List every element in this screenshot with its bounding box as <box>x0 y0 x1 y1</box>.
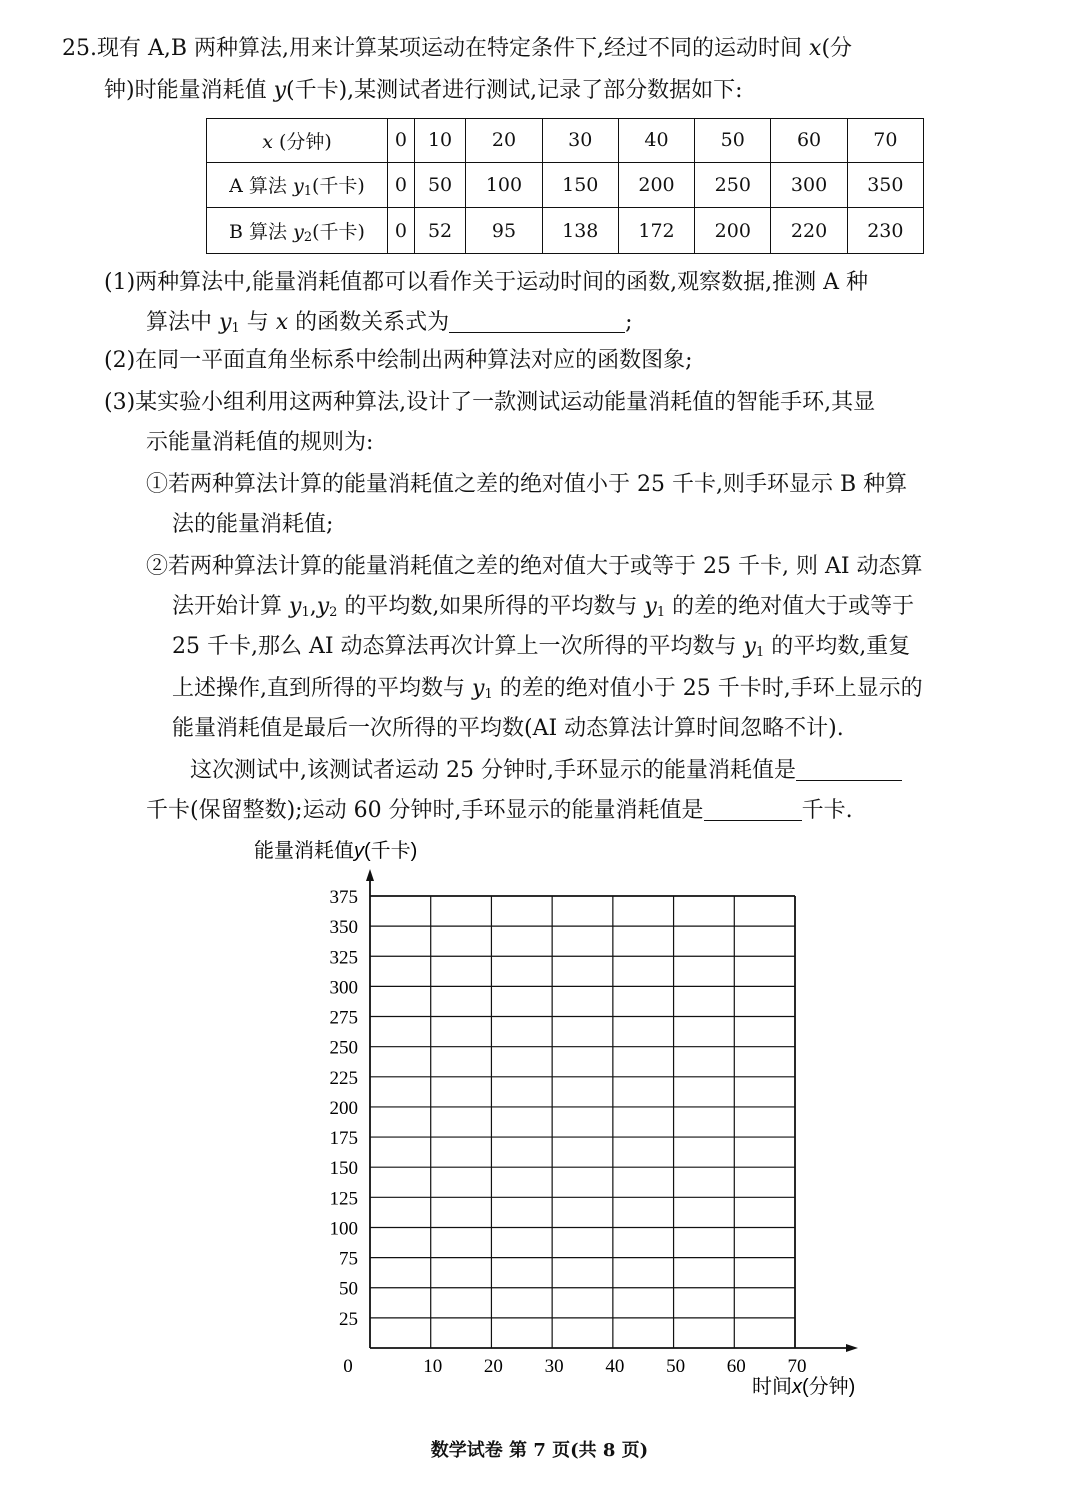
chart-axes <box>366 869 858 1352</box>
rule2-line-2: 法开始计算 $y_1,y_2$ 的平均数,如果所得的平均数与 $y_1$ 的差的绝对值大于或等于 <box>172 594 915 620</box>
x-axis-arrow-icon <box>846 1344 858 1352</box>
y-tick-label: 50 <box>339 1278 358 1300</box>
y-tick-label: 125 <box>329 1188 358 1210</box>
x-tick-label: 10 <box>423 1356 443 1377</box>
x-axis-label: 时间x(分钟) <box>752 1376 856 1398</box>
rule2-line-3: 25 千卡,那么 AI 动态算法再次计算上一次所得的平均数与 $y_1$ 的平均数,重复 <box>172 634 911 660</box>
y-tick-label: 275 <box>329 1007 358 1029</box>
answer-blank-1[interactable] <box>449 308 625 333</box>
rule2-line-4: 上述操作,直到所得的平均数与 $y_1$ 的差的绝对值小于 25 千卡时,手环上显示的 <box>172 676 923 702</box>
origin-label: 0 <box>343 1356 353 1377</box>
y-tick-label: 200 <box>329 1097 358 1119</box>
y-tick-label: 150 <box>329 1158 358 1180</box>
x-tick-label: 30 <box>544 1356 564 1377</box>
y-tick-label: 25 <box>339 1308 358 1330</box>
x-tick-labels <box>423 1356 806 1377</box>
coordinate-grid-chart <box>240 835 880 1410</box>
part2-line: (2)在同一平面直角坐标系中绘制出两种算法对应的函数图象; <box>104 348 693 373</box>
y-tick-label: 225 <box>329 1067 358 1089</box>
y-axis-label: 能量消耗值y(千卡) <box>254 840 418 862</box>
answer-blank-3[interactable] <box>704 796 802 821</box>
y-tick-label: 375 <box>329 887 358 908</box>
y-tick-label: 300 <box>329 977 358 999</box>
y-axis-arrow-icon <box>366 869 374 881</box>
y-tick-label: 325 <box>329 947 358 969</box>
table-row-b: B 算法 $y_2$(千卡) 0 52 95 138 172 200 220 230 <box>207 208 924 254</box>
y-tick-label: 75 <box>339 1248 358 1270</box>
data-table <box>206 118 924 254</box>
y-tick-label: 250 <box>329 1037 358 1059</box>
y-tick-label: 175 <box>329 1128 358 1150</box>
answer-blank-2[interactable] <box>796 756 902 781</box>
rule1-line-1: ①若两种算法计算的能量消耗值之差的绝对值小于 25 千卡,则手环显示 B 种算 <box>146 472 908 497</box>
final-line-1: 这次测试中,该测试者运动 25 分钟时,手环显示的能量消耗值是 <box>190 756 902 786</box>
part3-line-2: 示能量消耗值的规则为: <box>146 430 374 455</box>
rule2-line-1: ②若两种算法计算的能量消耗值之差的绝对值大于或等于 25 千卡, 则 AI 动态算 <box>146 554 923 579</box>
x-tick-label: 60 <box>726 1356 746 1377</box>
question-number: 25. <box>62 36 97 61</box>
question-line-1: 25.现有 A,B 两种算法,用来计算某项运动在特定条件下,经过不同的运动时间 x(分 <box>62 36 853 61</box>
part1-line-1: (1)两种算法中,能量消耗值都可以看作关于运动时间的函数,观察数据,推测 A 种 <box>104 270 869 295</box>
x-tick-label: 20 <box>483 1356 503 1377</box>
x-tick-label: 40 <box>605 1356 625 1377</box>
final-line-2: 千卡(保留整数);运动 60 分钟时,手环显示的能量消耗值是 千卡. <box>146 798 853 823</box>
part1-line-2: 算法中 $y_1$ 与 x 的函数关系式为 ; <box>146 310 633 336</box>
question-line-2: 钟)时能量消耗值 y(千卡),某测试者进行测试,记录了部分数据如下: <box>104 78 743 103</box>
y-tick-labels <box>330 887 359 1330</box>
x-tick-label: 50 <box>666 1356 686 1377</box>
table-row-a: A 算法 $y_1$(千卡) 0 50 100 150 200 250 300 350 <box>207 162 924 208</box>
y-tick-label: 100 <box>329 1218 358 1240</box>
part3-line-1: (3)某实验小组利用这两种算法,设计了一款测试运动能量消耗值的智能手环,其显 <box>104 390 876 415</box>
rule1-line-2: 法的能量消耗值; <box>172 512 334 537</box>
rule2-line-5: 能量消耗值是最后一次所得的平均数(AI 动态算法计算时间忽略不计). <box>172 716 844 741</box>
table-header-row: x (分钟) 0 10 20 30 40 50 60 70 <box>207 119 924 163</box>
page-footer: 数学试卷 第 7 页(共 8 页) <box>430 1440 649 1461</box>
y-tick-label: 350 <box>329 917 358 939</box>
x-tick-label: 70 <box>787 1356 807 1377</box>
chart-grid <box>370 896 795 1348</box>
